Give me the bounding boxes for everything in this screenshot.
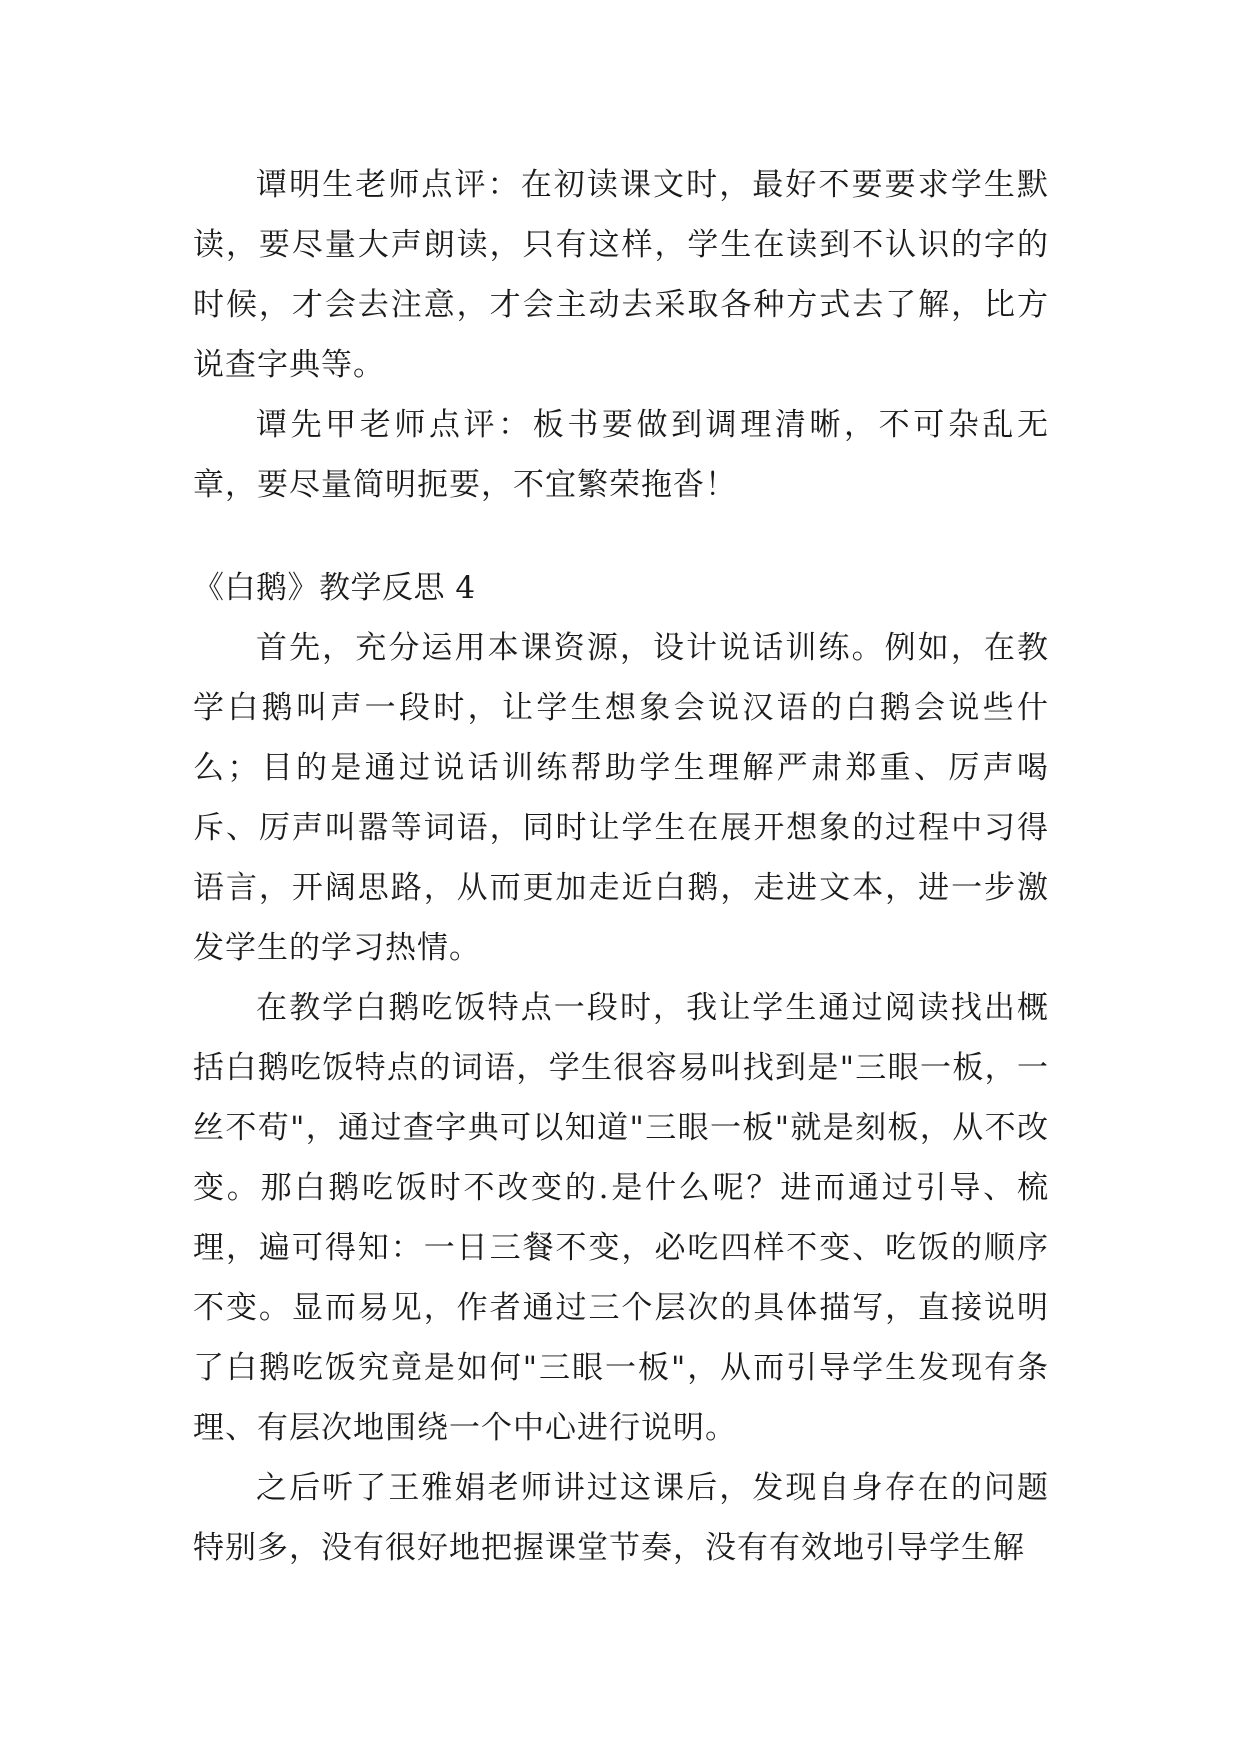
teacher-comments-block [193, 155, 1049, 515]
body-paragraph-2: 在教学白鹅吃饭特点一段时，我让学生通过阅读找出概括白鹅吃饭特点的词语，学生很容易叫找到是"三眼一板，一丝不苟"，通过查字典可以知道"三眼一板"就是刻板，从不改变。那白鹅吃饭时不改变的.是什么呢？进而通过引导、梳理，遍可得知：一日三餐不变，必吃四样不变、吃饭的顺序不变。显而易见，作者通过三个层次的具体描写，直接说明了白鹅吃饭究竟是如何"三眼一板"，从而引导学生发现有条理、有层次地围绕一个中心进行说明。 [193, 990, 1049, 1446]
comment-paragraph-tan-xianjia: 谭先甲老师点评：板书要做到调理清晰，不可杂乱无章，要尽量简明扼要，不宜繁荣拖沓！ [193, 407, 1049, 503]
comment-paragraph-tan-mingsheng: 谭明生老师点评：在初读课文时，最好不要要求学生默读，要尽量大声朗读，只有这样，学生在读到不认识的字的时候，才会去注意，才会主动去采取各种方式去了解，比方说查字典等。 [193, 167, 1049, 383]
reflection-section [193, 558, 1049, 1578]
body-paragraph-1: 首先，充分运用本课资源，设计说话训练。例如，在教学白鹅叫声一段时，让学生想象会说汉语的白鹅会说些什么；目的是通过说话训练帮助学生理解严肃郑重、厉声喝斥、厉声叫嚣等词语，同时让学生在展开想象的过程中习得语言，开阔思路，从而更加走近白鹅，走进文本，进一步激发学生的学习热情。 [193, 630, 1049, 966]
section-heading: 《白鹅》教学反思 4 [193, 570, 476, 606]
body-paragraph-3: 之后听了王雅娟老师讲过这课后，发现自身存在的问题特别多，没有很好地把握课堂节奏，没有有效地引导学生解 [193, 1470, 1049, 1566]
